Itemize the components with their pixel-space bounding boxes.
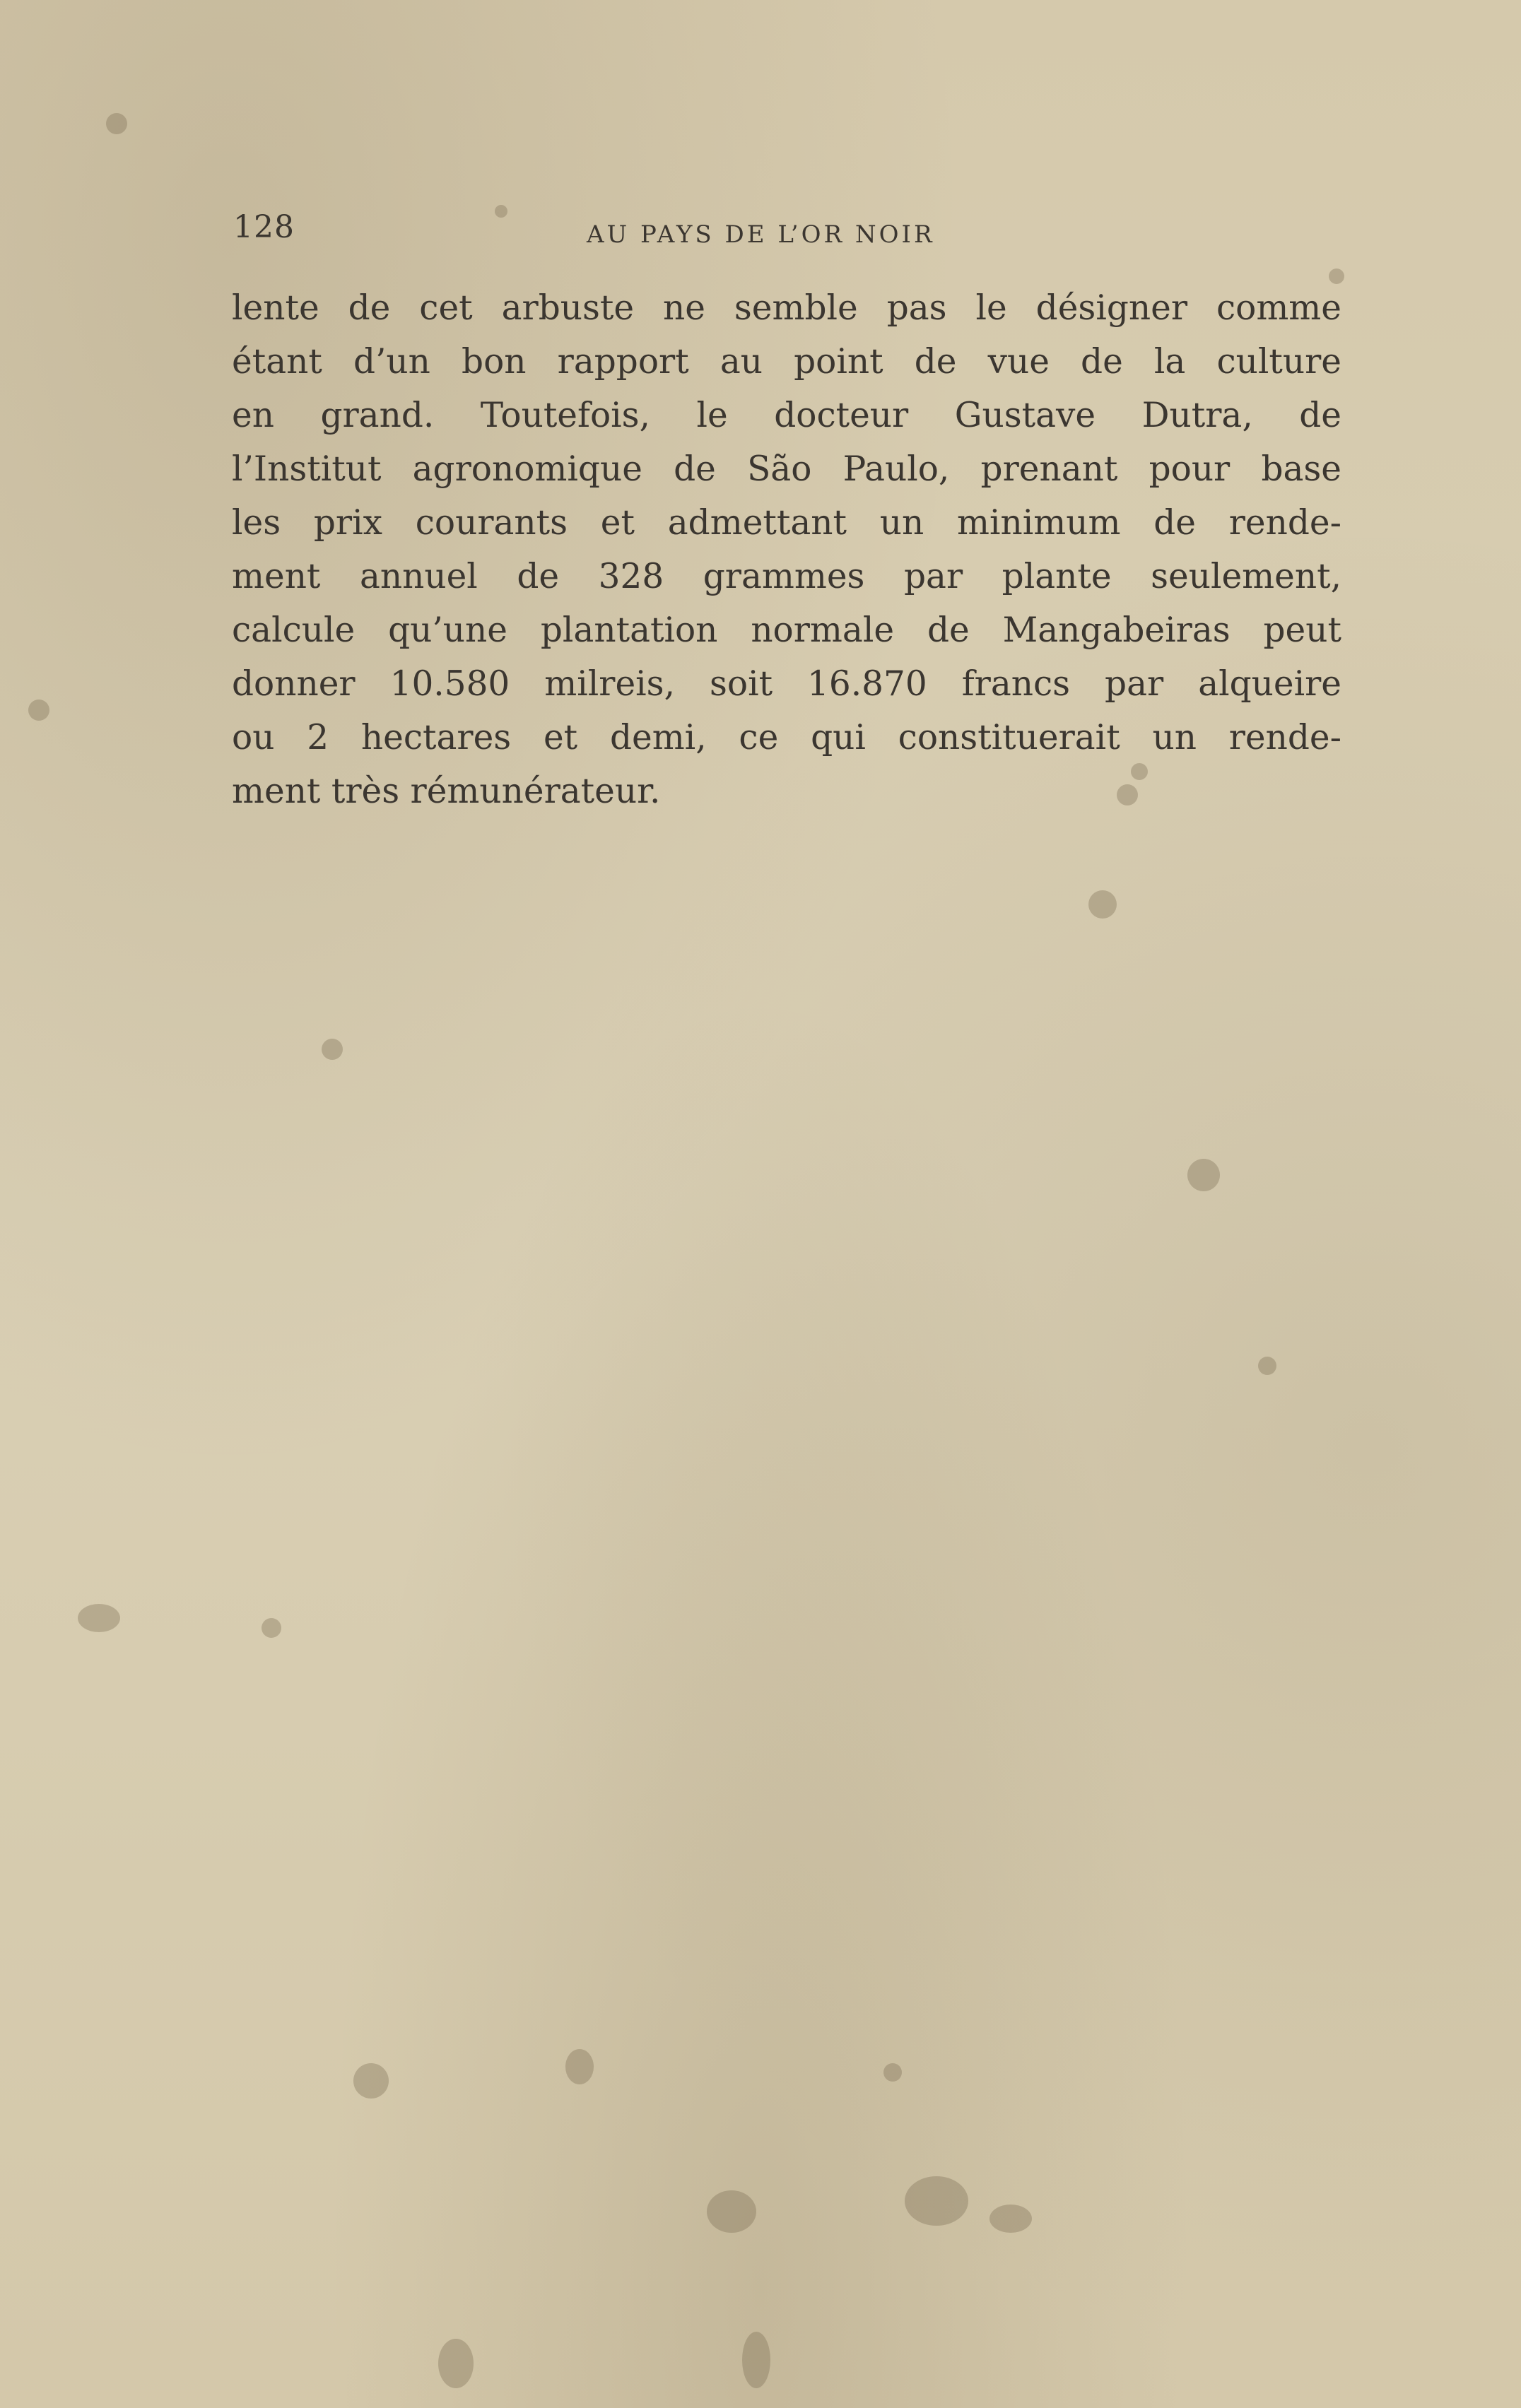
text-line: ment annuel de 328 grammes par plante seulement, xyxy=(232,557,1341,596)
page-number: 128 xyxy=(233,209,295,245)
text-line: lente de cet arbuste ne semble pas le désigner comme xyxy=(232,288,1341,328)
text-line: les prix courants et admettant un minimum de rende- xyxy=(232,503,1341,543)
text-line: ment très rémunérateur. xyxy=(232,772,661,811)
text-line: calcule qu’une plantation normale de Mangabeiras peut xyxy=(232,610,1341,650)
text-line: en grand. Toutefois, le docteur Gustave Dutra, de xyxy=(232,396,1341,435)
running-head: AU PAYS DE L’OR NOIR xyxy=(587,220,935,249)
page-header xyxy=(233,209,1343,252)
text-line: étant d’un bon rapport au point de vue de la culture xyxy=(232,342,1341,382)
text-line: l’Institut agronomique de São Paulo, prenant pour base xyxy=(232,449,1341,489)
text-line: donner 10.580 milreis, soit 16.870 francs par alqueire xyxy=(232,664,1341,704)
text-line: ou 2 hectares et demi, ce qui constituerait un rende- xyxy=(232,718,1341,757)
body-paragraph xyxy=(232,281,1341,818)
